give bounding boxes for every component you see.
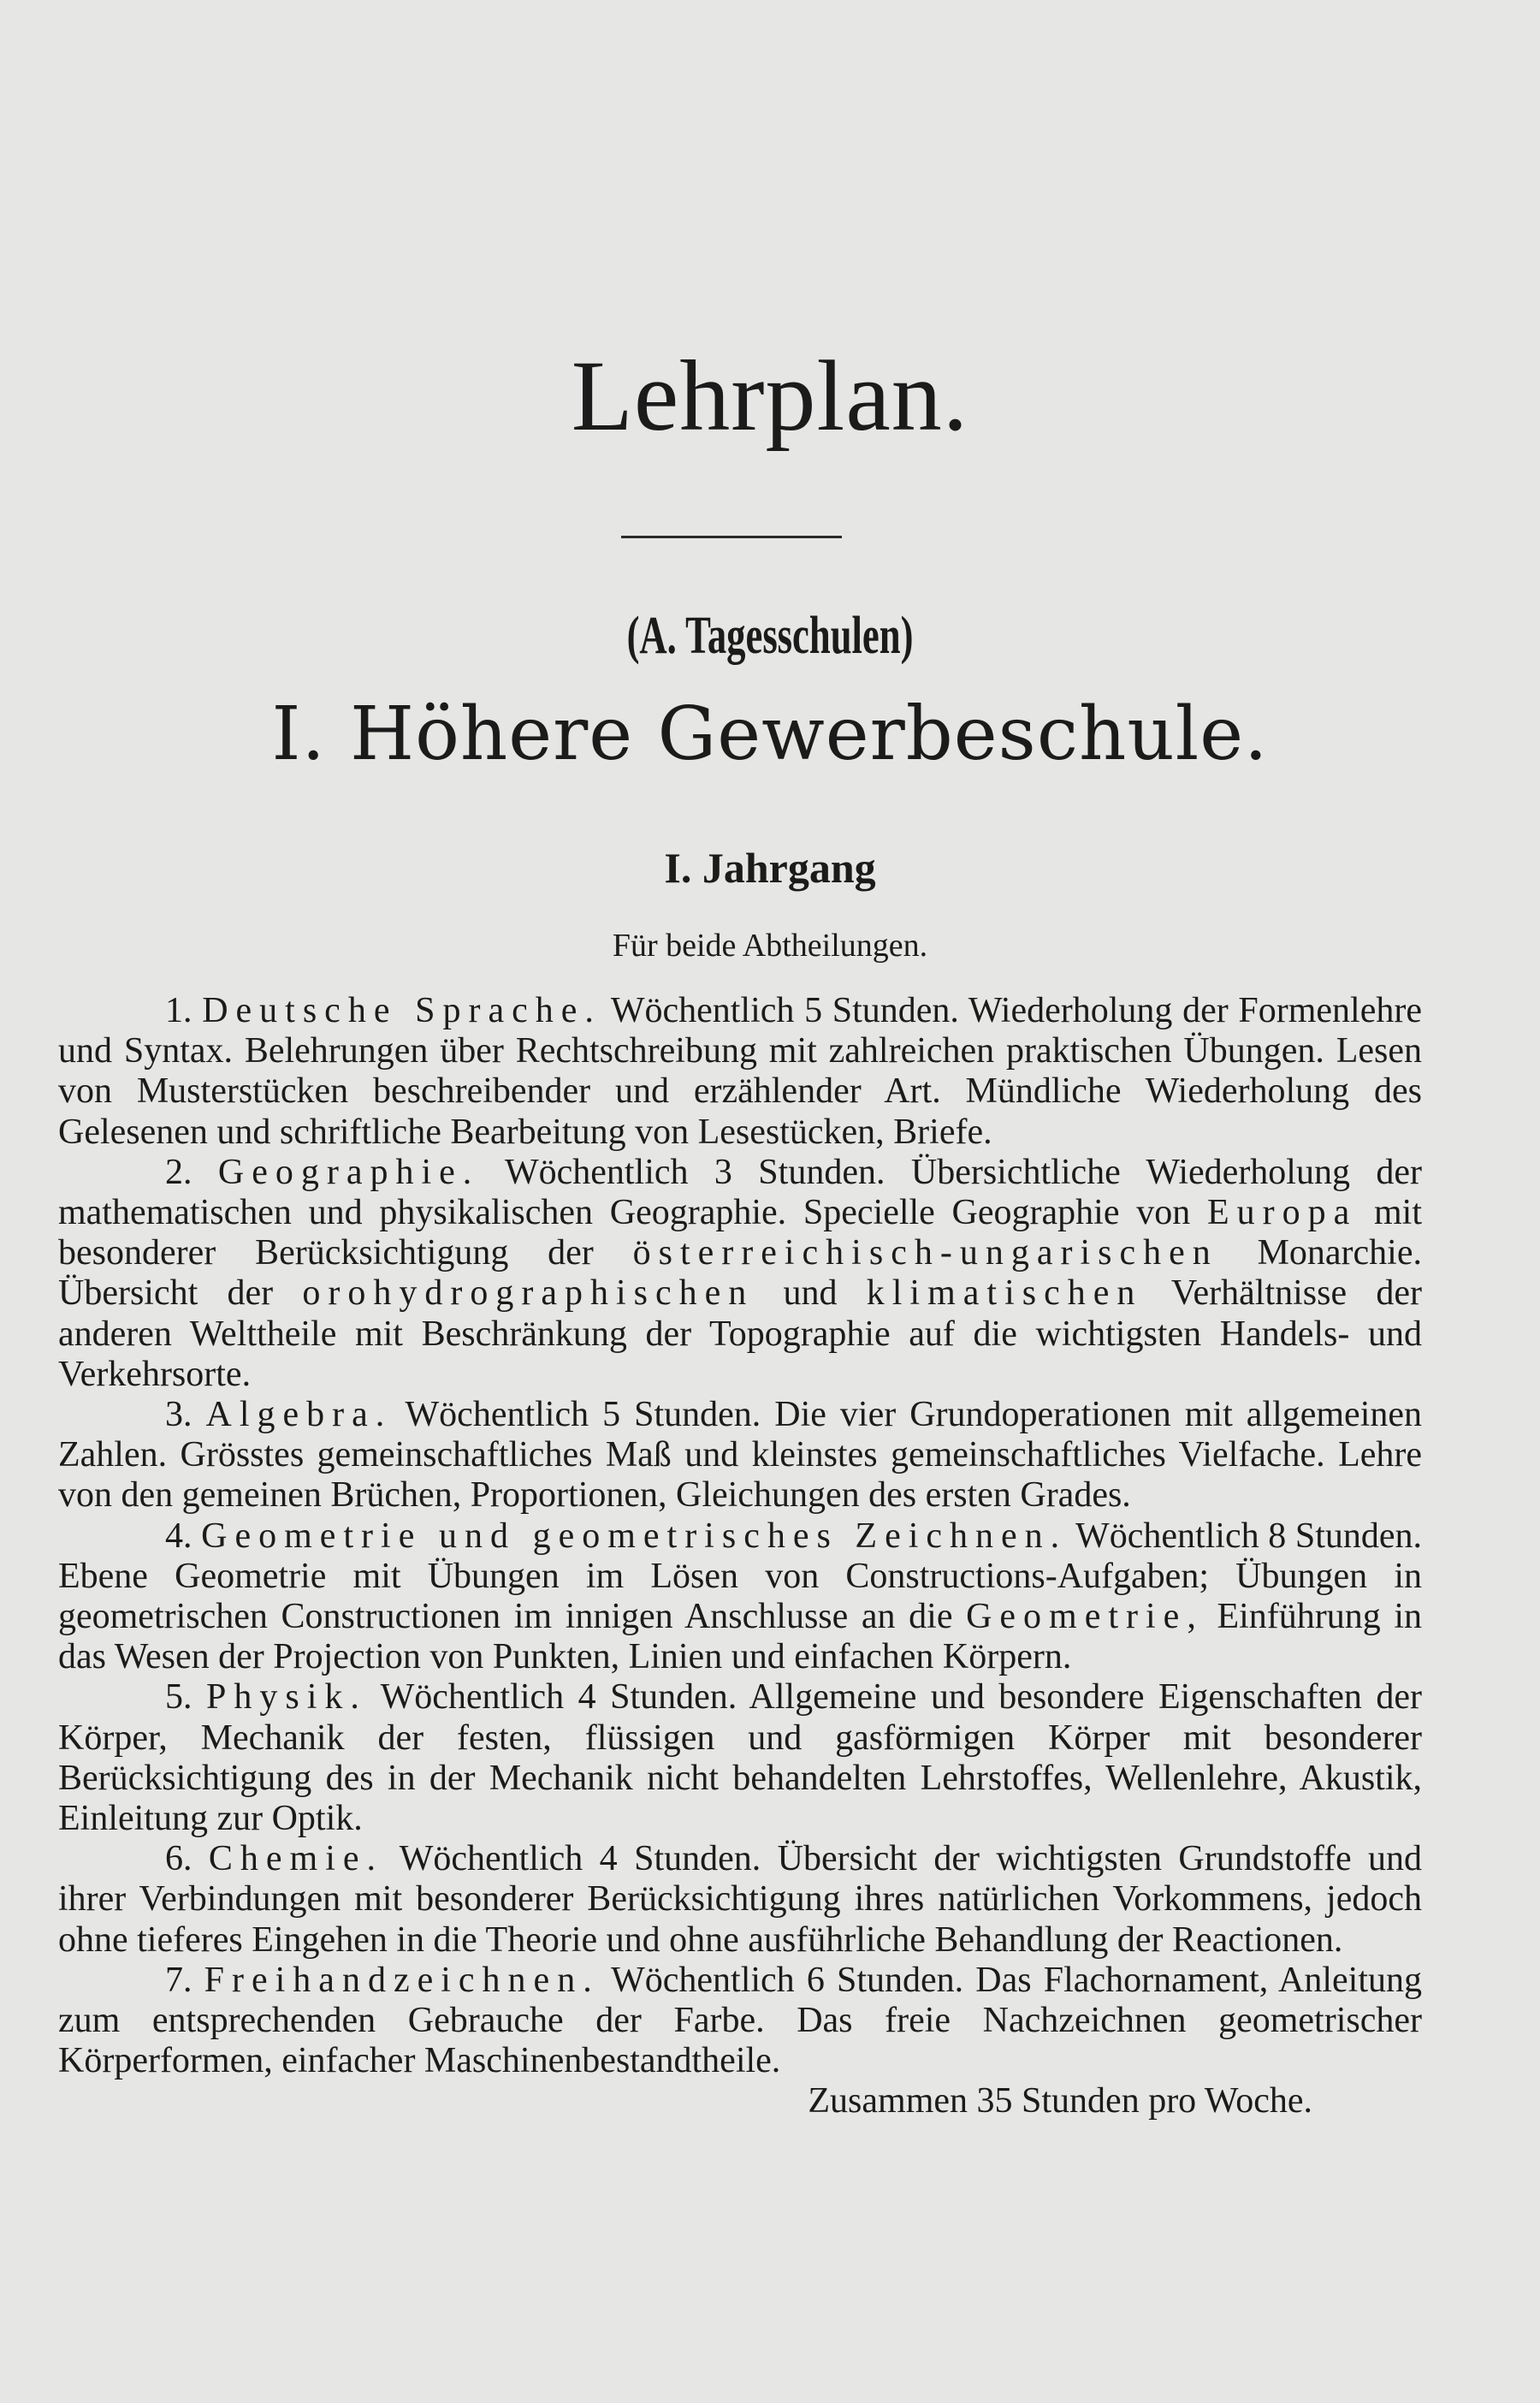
division-note: Für beide Abtheilungen. (612, 928, 928, 964)
item-number: 4. (165, 1516, 192, 1556)
item-text: Wöchentlich 5 Stunden. Die vier Grundoperationen mit allgemeinen Zahlen. Grösstes gemeinschaftliches Maß und kleinstes gemeinschaftliches Vielfache. Lehre von den gemeinen Brüchen, Proportionen, Gleichungen des ersten Grades. (58, 1395, 1423, 1516)
school-heading: I. Höhere Gewerbeschule. (271, 691, 1269, 777)
curriculum-item (58, 1677, 1422, 1839)
curriculum-item (58, 1839, 1422, 1961)
year-heading: I. Jahrgang (664, 844, 876, 892)
item-text: mit besonderer Berücksichtigung der (58, 1193, 1423, 1273)
emphasis-monarchy: österreichisch-ungarischen (632, 1233, 1218, 1273)
item-text: Einführung in das Wesen der Projection von Punkten, Linien und einfachen Körpern. (58, 1597, 1423, 1677)
item-text: Wöchentlich 6 Stunden. Das Flachornament, Anleitung zum entsprechenden Gebrauche der Farbe. Das freie Nachzeichnen geometrischer Körperformen, einfacher Maschinenbestandtheile. (58, 1960, 1423, 2081)
item-text: Wöchentlich 4 Stunden. Allgemeine und besondere Eigenschaften der Körper, Mechanik der festen, flüssigen und gasförmigen Körper mit besonderer Berücksichtigung des in der Mechanik nicht behandelten Lehrstoffes, Wellenlehre, Akustik, Einleitung zur Optik. (58, 1677, 1423, 1839)
item-subject: Geographie. (217, 1152, 480, 1192)
item-text: Wöchentlich 3 Stunden. Übersichtliche Wiederholung der mathematischen und physikalischen Geographie. Specielle Geographie von (58, 1152, 1422, 1233)
curriculum-body (58, 991, 1422, 2122)
item-number: 2. (165, 1152, 192, 1192)
item-text: Wöchentlich 5 Stunden. Wiederholung der Formenlehre und Syntax. Belehrungen über Rechtschreibung mit zahlreichen praktischen Übungen. Lesen von Musterstücken beschreibender und erzählender Art. Mündliche Wiederholung des Gelesenen und schriftliche Bearbeitung von Lesestücken, Briefe. (58, 991, 1422, 1152)
item-text: und (783, 1273, 838, 1314)
item-number: 7. (165, 1960, 192, 2000)
item-text: Wöchentlich 8 Stunden. Ebene Geometrie mit Übungen im Lösen von Constructions-Aufgaben; Übungen in geometrischen Constructionen im innigen Anschlusse an die (58, 1516, 1423, 1637)
item-subject: Physik. (205, 1677, 367, 1718)
curriculum-item (58, 1153, 1422, 1395)
curriculum-item (58, 991, 1422, 1153)
curriculum-item (58, 1395, 1422, 1516)
emphasis-europa: Europa (1206, 1193, 1358, 1233)
page-title: Lehrplan. (571, 340, 969, 452)
curriculum-item (58, 1961, 1422, 2082)
title-divider (621, 536, 842, 538)
item-text: Wöchentlich 4 Stunden. Übersicht der wichtigsten Grundstoffe und ihrer Verbindungen mit besonderer Berücksichtigung ihres natürlichen Vorkommens, jedoch ohne tieferes Eingehen in die Theorie und ohne ausführliche Behandlung der Reactionen. (58, 1839, 1422, 1960)
emphasis-climate: klimatischen (866, 1273, 1143, 1314)
weekly-total: Zusammen 35 Stunden pro Woche. (808, 2081, 1312, 2121)
curriculum-item (58, 1516, 1422, 1678)
item-number: 1. (165, 991, 192, 1030)
item-number: 5. (165, 1677, 192, 1718)
section-subheading: (A. Tagesschulen) (626, 607, 914, 665)
item-subject: Geometrie und geometrisches Zeichnen. (201, 1516, 1068, 1556)
item-number: 3. (165, 1395, 192, 1435)
item-subject: Algebra. (205, 1395, 393, 1435)
emphasis-geometrie: Geometrie, (966, 1597, 1204, 1637)
item-subject: Chemie. (208, 1839, 384, 1879)
item-subject: Freihandzeichnen. (204, 1960, 600, 2000)
item-number: 6. (165, 1839, 192, 1879)
item-text: Verhältnisse der anderen Welttheile mit Beschränkung der Topographie auf die wichtigsten Handels- und Verkehrsorte. (58, 1273, 1422, 1394)
emphasis-orohydro: orohydrographischen (302, 1273, 755, 1314)
item-text: Monarchie. Übersicht der (58, 1233, 1422, 1314)
item-subject: Deutsche Sprache. (202, 991, 601, 1030)
